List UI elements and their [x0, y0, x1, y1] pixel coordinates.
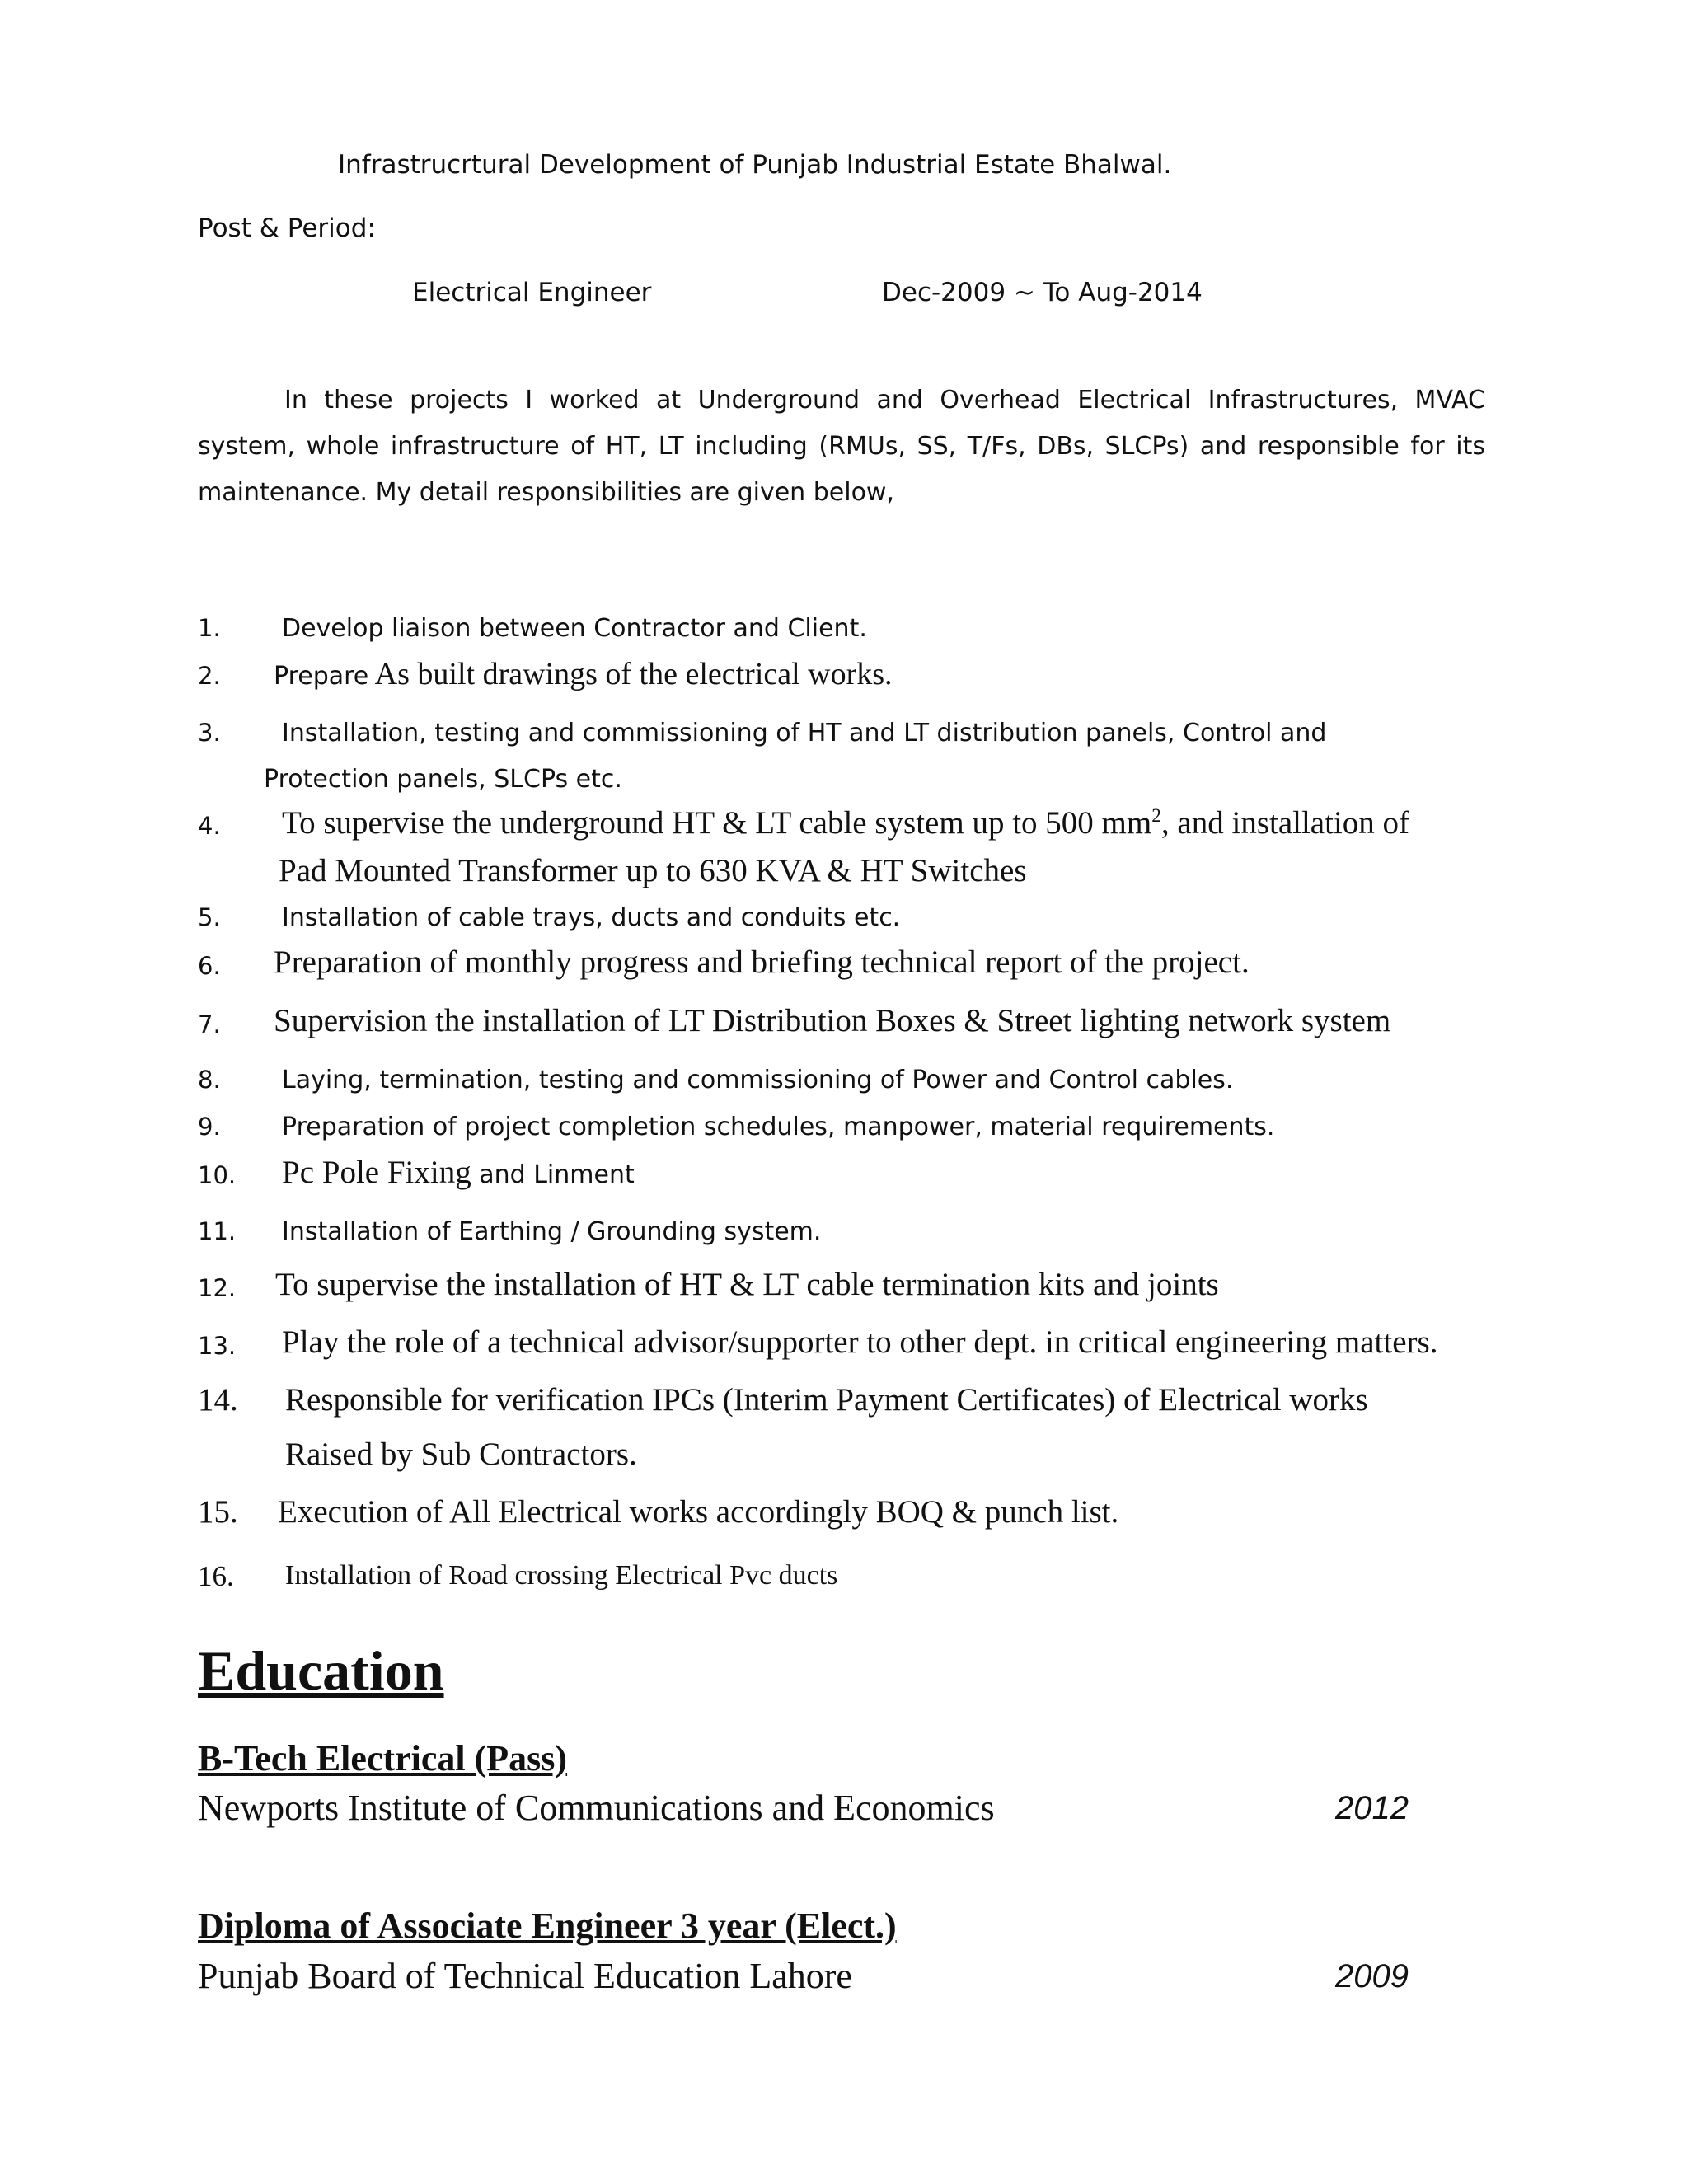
- list-item: To supervise the underground HT & LT cable system up to 500 $mm^2$, and installation of: [282, 805, 1410, 841]
- list-item: Installation, testing and commissioning of HT and LT distribution panels, Control and: [282, 719, 1327, 748]
- post-title: Electrical Engineer: [412, 278, 652, 307]
- list-item-number: 1.: [198, 614, 221, 642]
- list-item: To supervise the installation of HT & LT cable termination kits and joints: [275, 1267, 1219, 1302]
- list-item: Installation of cable trays, ducts and conduits etc.: [282, 903, 901, 932]
- list-item-continuation: Pad Mounted Transformer up to 630 KVA & HT Switches: [279, 853, 1027, 888]
- list-item: Prepare As built drawings of the electrical works.: [274, 657, 893, 691]
- list-item-continuation: Raised by Sub Contractors.: [285, 1436, 637, 1472]
- institution-name: Punjab Board of Technical Education Lahore: [198, 1956, 852, 1996]
- list-item-number: 16.: [198, 1560, 234, 1592]
- list-item-number: 3.: [198, 719, 221, 747]
- list-item-number: 14.: [198, 1382, 238, 1418]
- graduation-year: 2012: [1335, 1790, 1409, 1826]
- list-item-number: 15.: [198, 1494, 238, 1530]
- list-item: Installation of Road crossing Electrical Pvc ducts: [285, 1560, 838, 1591]
- degree-title: B-Tech Electrical (Pass): [198, 1738, 568, 1779]
- list-item-number: 11.: [198, 1217, 237, 1245]
- list-item: Installation of Earthing / Grounding system.: [282, 1217, 822, 1246]
- list-item-number: 9.: [198, 1113, 221, 1141]
- degree-title: Diploma of Associate Engineer 3 year (Elect.): [198, 1905, 897, 1946]
- list-item-number: 13.: [198, 1332, 237, 1360]
- post-period-label: Post & Period:: [198, 213, 376, 243]
- list-item-number: 4.: [198, 812, 221, 840]
- list-item-number: 5.: [198, 903, 221, 931]
- intro-paragraph: In these projects I worked at Underground and Overhead Electrical Infrastructures, MVAC system, whole infrastructure of HT, LT including (RMUs, SS, T/Fs, DBs, SLCPs) and responsible for its maintenance. My detail responsibilities are given below,: [198, 386, 1485, 507]
- list-item: Supervision the installation of LT Distribution Boxes & Street lighting network system: [274, 1003, 1391, 1038]
- list-item: Preparation of project completion schedules, manpower, material requirements.: [282, 1113, 1275, 1141]
- project-title: Infrastrucrtural Development of Punjab Industrial Estate Bhalwal.: [338, 150, 1172, 180]
- list-item-number: 6.: [198, 952, 221, 980]
- list-item-number: 8.: [198, 1066, 221, 1094]
- institution-name: Newports Institute of Communications and Economics: [198, 1788, 995, 1828]
- graduation-year: 2009: [1335, 1958, 1409, 1994]
- post-period: Dec-2009 ~ To Aug-2014: [882, 278, 1203, 307]
- education-heading: Education: [198, 1639, 444, 1702]
- list-item: Play the role of a technical advisor/supporter to other dept. in critical engineering matters.: [282, 1324, 1438, 1360]
- list-item: Laying, termination, testing and commissioning of Power and Control cables.: [282, 1066, 1234, 1094]
- list-item: Execution of All Electrical works accordingly BOQ & punch list.: [278, 1494, 1119, 1530]
- list-item: Develop liaison between Contractor and Client.: [282, 614, 867, 643]
- list-item-number: 2.: [198, 662, 221, 690]
- list-item-number: 12.: [198, 1274, 237, 1302]
- list-item-continuation: Protection panels, SLCPs etc.: [264, 765, 622, 794]
- list-item: Preparation of monthly progress and briefing technical report of the project.: [274, 944, 1250, 980]
- list-item: Responsible for verification IPCs (Interim Payment Certificates) of Electrical works: [285, 1382, 1368, 1418]
- list-item-number: 7.: [198, 1010, 221, 1038]
- list-item-number: 10.: [198, 1161, 237, 1189]
- list-item: Pc Pole Fixing and Linment: [282, 1155, 635, 1190]
